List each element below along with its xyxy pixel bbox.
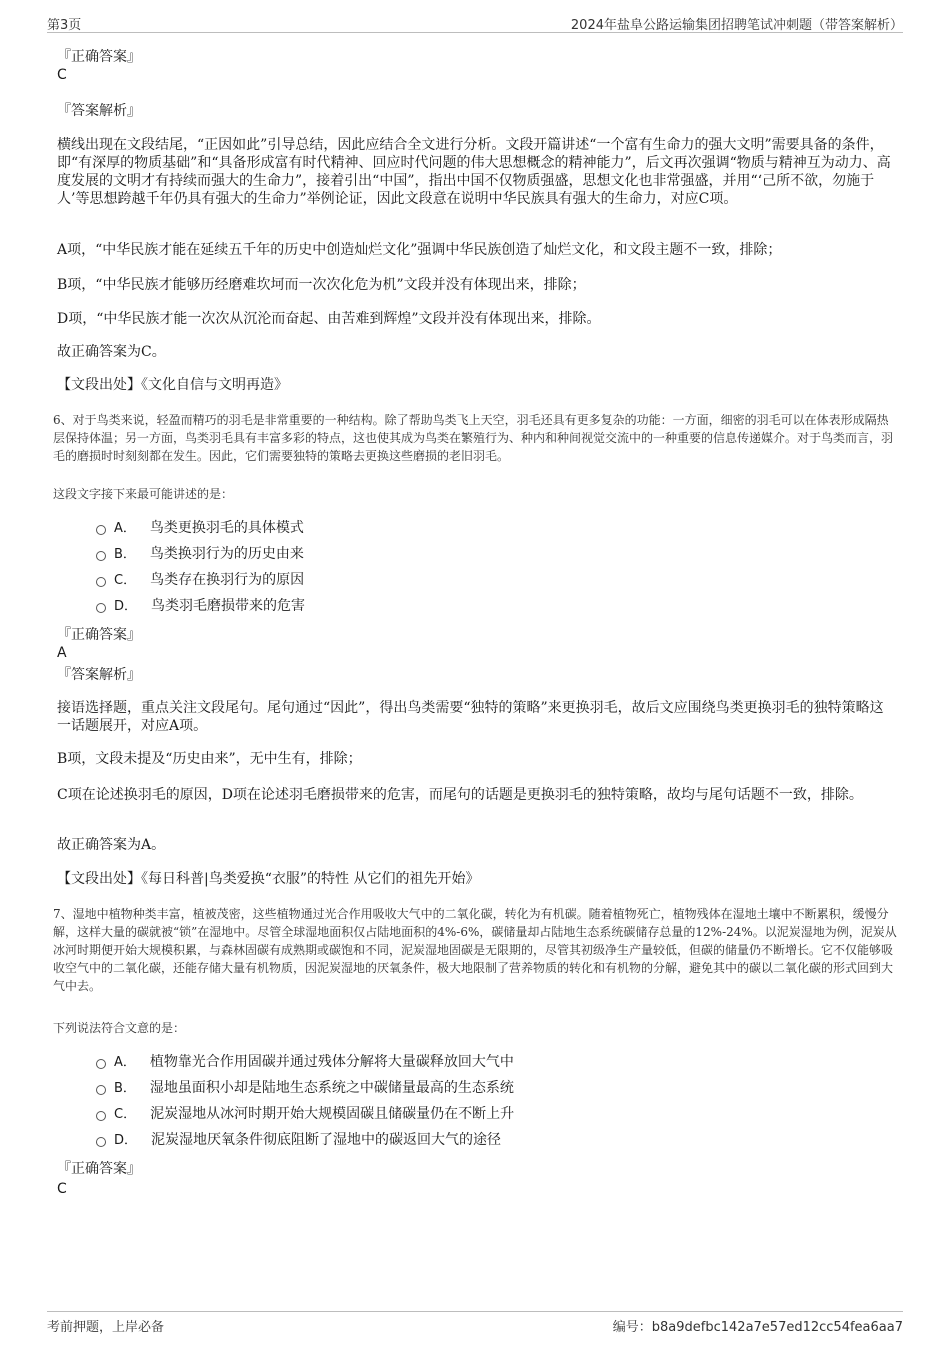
q5-analysis-option-b: B项，“中华民族才能够历经磨难坎坷而一次次化危为机”文段并没有体现出来，排除； bbox=[57, 277, 586, 293]
q5-answer-label: 『正确答案』 bbox=[57, 49, 141, 65]
q6-conclusion: 故正确答案为A。 bbox=[57, 837, 166, 853]
q6-answer-label: 『正确答案』 bbox=[57, 627, 141, 643]
q5-analysis-option-a: A项，“中华民族才能在延续五千年的历史中创造灿烂文化”强调中华民族创造了灿烂文化，和文段主题不一致，排除； bbox=[57, 242, 782, 258]
q6-analysis-paragraph: 接语选择题，重点关注文段尾句。尾句通过“因此”，得出鸟类需要“独特的策略”来更换羽毛，故后文应围绕鸟类更换羽毛的独特策略这一话题展开，对应A项。 bbox=[57, 700, 884, 734]
q7-option-a[interactable]: A． 植物靠光合作用固碳并通过残体分解将大量碳释放回大气中 bbox=[96, 1052, 514, 1072]
q6-option-c[interactable]: C． 鸟类存在换羽行为的原因 bbox=[96, 570, 304, 590]
radio-icon[interactable] bbox=[96, 1059, 106, 1069]
q7-question: 下列说法符合文意的是： bbox=[53, 1021, 186, 1035]
q5-analysis-option-d: D项，“中华民族才能一次次从沉沦而奋起、由苦难到辉煌”文段并没有体现出来，排除。 bbox=[57, 311, 601, 327]
q7-option-d[interactable]: D． 泥炭湿地厌氧条件彻底阻断了湿地中的碳返回大气的途径 bbox=[96, 1130, 501, 1150]
document-id: 编号：b8a9defbc142a7e57ed12cc54fea6aa7 bbox=[612, 1320, 903, 1335]
page-header bbox=[47, 12, 903, 33]
q6-analysis-label: 『答案解析』 bbox=[57, 667, 141, 683]
radio-icon[interactable] bbox=[96, 1085, 106, 1095]
radio-icon[interactable] bbox=[96, 525, 106, 535]
document-title: 2024年盐阜公路运输集团招聘笔试冲刺题（带答案解析） bbox=[570, 18, 903, 33]
q7-answer-label: 『正确答案』 bbox=[57, 1161, 141, 1177]
radio-icon[interactable] bbox=[96, 1137, 106, 1147]
page-footer bbox=[47, 1311, 903, 1336]
radio-icon[interactable] bbox=[96, 551, 106, 561]
q5-answer: C bbox=[57, 67, 67, 83]
q5-analysis-label: 『答案解析』 bbox=[57, 103, 141, 119]
radio-icon[interactable] bbox=[96, 577, 106, 587]
q6-question: 这段文字接下来最可能讲述的是： bbox=[53, 487, 234, 501]
q6-stem: 6、对于鸟类来说，轻盈而精巧的羽毛是非常重要的一种结构。除了帮助鸟类飞上天空，羽毛还具有更多复杂的功能：一方面，细密的羽毛可以在体表形成隔热层保持体温；另一方面，鸟类羽毛具有丰富多彩的特点，这也使其成为鸟类在繁殖行为、种内和种间视觉交流中的一种重要的信息传递媒介。对于鸟类而言，羽毛的磨损时时刻刻都在发生。因此，它们需要独特的策略去更换这些磨损的老旧羽毛。 bbox=[53, 413, 894, 463]
footer-slogan: 考前押题，上岸必备 bbox=[47, 1320, 165, 1335]
q5-conclusion: 故正确答案为C。 bbox=[57, 344, 166, 360]
q6-option-d[interactable]: D． 鸟类羽毛磨损带来的危害 bbox=[96, 596, 305, 616]
q7-answer: C bbox=[57, 1181, 67, 1197]
radio-icon[interactable] bbox=[96, 603, 106, 613]
q6-source: 【文段出处】《每日科普|鸟类爱换“衣服”的特性 从它们的祖先开始》 bbox=[57, 871, 480, 887]
q6-option-a[interactable]: A． 鸟类更换羽毛的具体模式 bbox=[96, 518, 304, 538]
q7-option-b[interactable]: B． 湿地虽面积小却是陆地生态系统之中碳储量最高的生态系统 bbox=[96, 1078, 514, 1098]
q6-option-b[interactable]: B． 鸟类换羽行为的历史由来 bbox=[96, 544, 304, 564]
q5-source: 【文段出处】《文化自信与文明再造》 bbox=[57, 377, 288, 393]
radio-icon[interactable] bbox=[96, 1111, 106, 1121]
page-number: 第3页 bbox=[47, 18, 82, 33]
q6-analysis-option-cd: C项在论述换羽毛的原因，D项在论述羽毛磨损带来的危害，而尾句的话题是更换羽毛的独特策略，故均与尾句话题不一致，排除。 bbox=[57, 787, 863, 803]
q7-stem: 7、湿地中植物种类丰富，植被茂密，这些植物通过光合作用吸收大气中的二氧化碳，转化为有机碳。随着植物死亡，植物残体在湿地土壤中不断累积，缓慢分解，这样大量的碳就被“锁”在湿地中。尽管全球湿地面积仅占陆地面积的4%-6%，碳储量却占陆地生态系统碳储存总量的12%-24%。以泥炭湿地为例，泥炭从冰河时期便开始大规模积累，与森林固碳有成熟期或碳饱和不同，泥炭湿地固碳是无限期的，尽管其初级净生产量较低，但碳的储量仍不断增长。它不仅能够吸收空气中的二氧化碳，还能存储大量有机物质，因泥炭湿地的厌氧条件，极大地限制了营养物质的转化和有机物的分解，避免其中的碳以二氧化碳的形式回到大气中去。 bbox=[53, 907, 897, 993]
q6-answer: A bbox=[57, 645, 67, 661]
q5-analysis-paragraph: 横线出现在文段结尾，“正因如此”引导总结，因此应结合全文进行分析。文段开篇讲述“一个富有生命力的强大文明”需要具备的条件，即“有深厚的物质基础”和“具备形成富有时代精神、回应时代问题的伟大思想概念的精神能力”，后文再次强调“物质与精神互为动力、高度发展的文明才有持续而强大的生命力”，接着引出“中国”，指出中国不仅物质强盛，思想文化也非常强盛，并用“‘己所不欲，勿施于人’等思想跨越千年仍具有强大的生命力”举例论证，因此文段意在说明中华民族具有强大的生命力，对应C项。 bbox=[57, 137, 891, 207]
q6-analysis-option-b: B项，文段未提及“历史由来”，无中生有，排除； bbox=[57, 751, 362, 767]
q7-option-c[interactable]: C． 泥炭湿地从冰河时期开始大规模固碳且储碳量仍在不断上升 bbox=[96, 1104, 514, 1124]
